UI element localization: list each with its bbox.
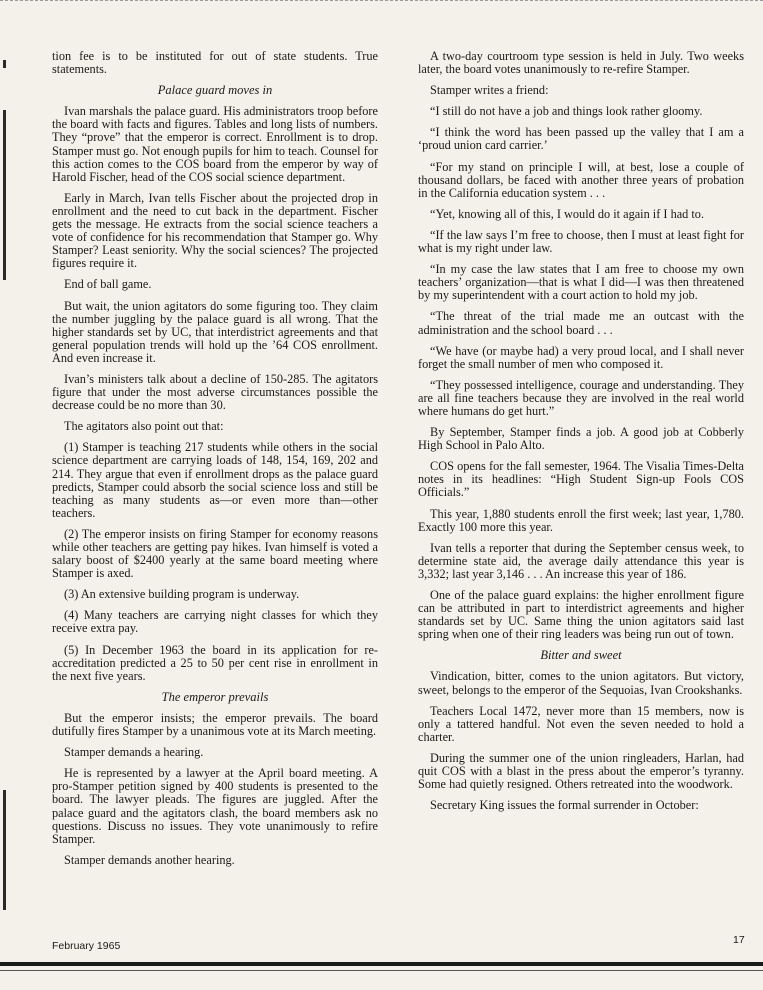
paragraph: “I still do not have a job and things look rather gloomy.	[430, 104, 703, 119]
bottom-rule	[0, 970, 763, 971]
right-paragraphs-2	[418, 670, 744, 812]
paragraph: (1) Stamper is teaching 217 students while others in the social science department are carrying loads of 148, 154, 169, 202 and 214. They argue that even if enrollment drops as the palace guard predicts, Stamper could absorb the social science loss and still be teaching as many students as—or even more than—other teachers.	[52, 440, 378, 520]
paragraph: “We have (or maybe had) a very proud local, and I shall never forget the small number of men who composed it.	[418, 343, 744, 371]
section-heading: Palace guard moves in	[157, 83, 273, 98]
paragraph: tion fee is to be instituted for out of state students. True statements.	[52, 49, 378, 77]
paragraph: Stamper demands another hearing.	[64, 852, 235, 867]
paragraph: COS opens for the fall semester, 1964. The Visalia Times-Delta notes in its headlines: “High Student Sign-up Fools COS Officials.”	[418, 459, 744, 500]
paragraph: During the summer one of the union ringleaders, Harlan, had quit COS with a blast in the press about the emperor’s tyranny. Some had quietly resigned. Others retreated into the woodwork.	[418, 750, 744, 792]
paragraph: Vindication, bitter, comes to the union agitators. But victory, sweet, belongs to the emperor of the Sequoias, Ivan Crookshanks.	[418, 669, 744, 697]
paragraph: End of ball game.	[64, 277, 152, 292]
right-column	[418, 50, 744, 820]
paragraph: “I think the word has been passed up the valley that I am a ‘proud union card carrier.’	[418, 125, 744, 153]
paragraph: “In my case the law states that I am free to choose my own teachers’ organization—that is what I did—I was then threatened by my superintendent with a court action to hold my job.	[418, 262, 744, 303]
left-paragraphs-2	[52, 105, 378, 683]
paragraph: “For my stand on principle I will, at best, lose a couple of thousand dollars, be faced with another three years of probation in the California education system . . .	[418, 159, 744, 200]
left-paragraphs-3	[52, 712, 378, 867]
paragraph: Teachers Local 1472, never more than 15 members, now is only a tattered handful. Not even the seven needed to hold a charter.	[418, 703, 744, 744]
paragraph: “Yet, knowing all of this, I would do it again if I had to.	[430, 206, 705, 221]
paragraph: By September, Stamper finds a job. A good job at Cobberly High School in Palo Alto.	[418, 425, 744, 453]
paragraph: (3) An extensive building program is underway.	[64, 587, 300, 602]
paragraph: The agitators also point out that:	[64, 419, 224, 434]
bottom-rule	[0, 962, 763, 966]
paragraph: He is represented by a lawyer at the April board meeting. A pro-Stamper petition signed by 400 students is presented to the board. The lawyer pleads. The figures are juggled. After the palace guard and the agitators clash, the board members ask no questions. Discuss no issues. They vote unanimously to refire Stamper.	[52, 766, 378, 846]
left-paragraphs-1	[52, 50, 378, 76]
left-column	[52, 50, 378, 875]
paragraph: (2) The emperor insists on firing Stamper for economy reasons while other teachers are getting pay hikes. Ivan himself is voted a salary boost of $2400 yearly at the same board meeting where Stamper is axed.	[52, 526, 378, 581]
paragraph: “If the law says I’m free to choose, then I must at least fight for what is my right under law.	[418, 227, 744, 256]
paragraph: “The threat of the trial made me an outcast with the administration and the school board . . .	[418, 309, 744, 337]
paragraph: Early in March, Ivan tells Fischer about the projected drop in enrollment and the need to cut back in the department. Fischer gets the message. He extracts from the social science teachers a vote of confidence for his recommendation that Stamper go. Why Stamper? Least seniority. Why the social sciences? The projected figures require it.	[52, 190, 378, 271]
paragraph: Ivan’s ministers talk about a decline of 150-285. The agitators figure that under the most adverse circumstances possible the decrease could be no more than 30.	[52, 371, 378, 413]
paragraph: But wait, the union agitators do some figuring too. They claim the number juggling by the palace guard is all wrong. That the higher standards set by UC, that interdistrict agreements and that general population trends will hold up the ’64 COS enrollment. And even increase it.	[52, 298, 378, 365]
right-paragraphs-1	[418, 50, 744, 641]
paragraph: This year, 1,880 students enroll the first week; last year, 1,780. Exactly 100 more this year.	[418, 506, 744, 534]
paragraph: “They possessed intelligence, courage and understanding. They are all fine teachers because they are involved in the real world where humans do get hurt.”	[418, 377, 744, 418]
margin-mark	[3, 60, 6, 68]
margin-mark	[3, 790, 6, 910]
paragraph: But the emperor insists; the emperor prevails. The board dutifully fires Stamper by a unanimous vote at its March meeting.	[52, 710, 378, 739]
paragraph: (4) Many teachers are carrying night classes for which they receive extra pay.	[52, 608, 378, 636]
margin-mark	[3, 110, 6, 280]
paragraph: A two-day courtroom type session is held in July. Two weeks later, the board votes unanimously to re-refire Stamper.	[418, 49, 744, 77]
paragraph: (5) In December 1963 the board in its application for re-accreditation predicted a 25 to 50 per cent rise in enrollment in the next five years.	[52, 642, 378, 683]
issue-date: February 1965	[52, 940, 121, 952]
page-number: 17	[733, 934, 745, 946]
paragraph: One of the palace guard explains: the higher enrollment figure can be attributed in part to interdistrict agreements and higher standards set by UC. Same thing the union agitators said last spring when one of their ring leaders was being run out of town.	[418, 588, 744, 642]
paragraph: Ivan tells a reporter that during the September census week, to determine state aid, the average daily attendance this year is 3,332; last year 3,146 . . . An increase this year of 186.	[418, 540, 744, 581]
paragraph: Ivan marshals the palace guard. His administrators troop before the board with facts and figures. Tables and long lists of numbers. They “prove” that the emperor is correct. Enrollment is to drop. Stamper must go. Not enough pupils for him to teach. Counsel for this action comes to the COS board from the emperor by way of Harold Fischer, head of the COS social science department.	[52, 104, 378, 184]
section-heading: Bitter and sweet	[540, 648, 622, 663]
paragraph: Stamper demands a hearing.	[64, 745, 204, 760]
paragraph: Stamper writes a friend:	[430, 83, 549, 98]
paragraph: Secretary King issues the formal surrender in October:	[430, 798, 699, 813]
section-heading: The emperor prevails	[161, 689, 269, 704]
page-top-edge	[0, 0, 763, 7]
